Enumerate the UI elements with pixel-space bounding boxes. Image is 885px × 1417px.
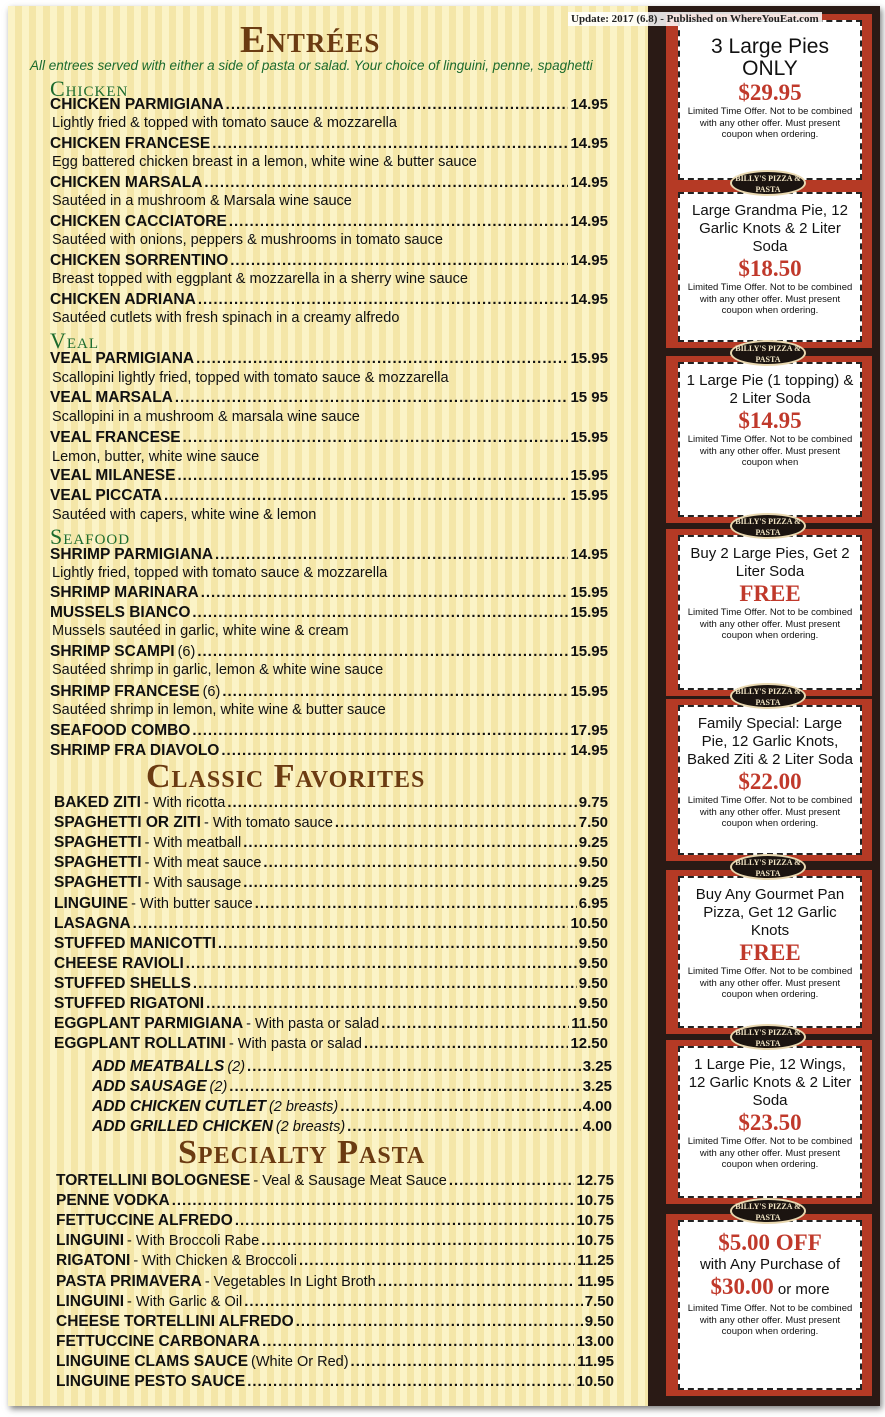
item-name: CHICKEN ADRIANA xyxy=(50,291,196,308)
coupon xyxy=(678,1220,862,1390)
item-note: - Vegetables In Light Broth xyxy=(204,1273,376,1290)
leader-dots xyxy=(192,722,568,739)
category-veal: Veal xyxy=(50,328,100,353)
item-price: 12.75 xyxy=(576,1172,614,1189)
coupon-headline: Buy Any Gourmet Pan Pizza, Get 12 Garlic Knots xyxy=(695,886,845,939)
leader-dots xyxy=(263,854,576,871)
item-note: - With meat sauce xyxy=(144,855,262,872)
item-name: SHRIMP SCAMPI xyxy=(50,643,175,660)
item-description: Breast topped with eggplant & mozzarella in a sherry wine sauce xyxy=(52,271,468,287)
item-name: SPAGHETTI xyxy=(54,834,142,852)
item-price: 9.50 xyxy=(578,854,608,872)
item-name: LINGUINE xyxy=(54,894,129,912)
leader-dots xyxy=(449,1172,575,1189)
item-description: Sautéed cutlets with fresh spinach in a creamy alfredo xyxy=(52,310,400,326)
menu-item xyxy=(50,389,608,409)
menu-panel xyxy=(8,6,648,1406)
menu-item xyxy=(56,1353,614,1373)
leader-dots xyxy=(299,1252,575,1269)
item-name: PASTA PRIMAVERA xyxy=(56,1272,202,1290)
item-name: CHEESE RAVIOLI xyxy=(54,954,184,972)
leader-dots xyxy=(378,1273,576,1290)
item-name: LASAGNA xyxy=(54,914,131,932)
item-price: 10.75 xyxy=(576,1232,614,1250)
item-description: Sautéed with capers, white wine & lemon xyxy=(52,507,317,523)
menu-item xyxy=(54,915,608,935)
item-name: LINGUINE CLAMS SAUCE xyxy=(56,1352,249,1370)
coupon xyxy=(678,705,862,855)
item-price: 14.95 xyxy=(570,546,608,563)
item-price: 15.95 xyxy=(570,683,608,700)
item-name: VEAL PARMIGIANA xyxy=(50,350,195,367)
item-price: 3.25 xyxy=(582,1078,612,1095)
billys-logo: BILLY'S PIZZA & PASTA xyxy=(730,513,806,539)
leader-dots xyxy=(222,683,568,700)
coupon-headline: 3 Large Pies ONLY xyxy=(711,35,829,80)
coupon-price-value: $30.00 xyxy=(710,1274,774,1299)
leader-dots xyxy=(229,213,569,230)
item-price: 9.25 xyxy=(578,874,608,892)
item-price: 15.95 xyxy=(570,487,608,504)
leader-dots xyxy=(196,350,568,367)
leader-dots xyxy=(255,895,577,912)
menu-item xyxy=(56,1212,614,1232)
item-name: CHEESE TORTELLINI ALFREDO xyxy=(56,1312,294,1330)
coupon xyxy=(678,20,862,180)
item-description: Lightly fried & topped with tomato sauce & mozzarella xyxy=(52,115,397,131)
item-note: - With ricotta xyxy=(143,795,226,811)
coupon xyxy=(678,362,862,517)
leader-dots xyxy=(364,1035,569,1052)
item-note: (2 breasts) xyxy=(275,1119,346,1135)
leader-dots xyxy=(186,955,577,972)
menu-item xyxy=(54,854,608,874)
menu-item xyxy=(50,584,608,604)
item-price: 15.95 xyxy=(570,467,608,484)
leader-dots xyxy=(243,874,577,891)
leader-dots xyxy=(381,1015,569,1032)
coupon-price: $23.50 xyxy=(738,1110,802,1135)
menu-item xyxy=(92,1078,612,1098)
coupon-fine-print: Limited Time Offer. Not to be combined with any other offer. Must present coupon when ordering. xyxy=(687,106,853,140)
item-description: Lemon, butter, white wine sauce xyxy=(52,449,260,465)
coupon-discount: $5.00 OFF xyxy=(718,1230,822,1255)
billys-logo: BILLY'S PIZZA & PASTA xyxy=(730,1024,806,1050)
item-name: FETTUCCINE CARBONARA xyxy=(56,1332,261,1350)
item-name: MUSSELS BIANCO xyxy=(50,604,191,621)
leader-dots xyxy=(215,546,568,563)
item-note: - Veal & Sausage Meat Sauce xyxy=(253,1173,447,1189)
item-price: 10.75 xyxy=(576,1192,614,1210)
leader-dots xyxy=(230,252,568,269)
leader-dots xyxy=(197,643,568,660)
item-price: 14.95 xyxy=(570,252,608,269)
item-note: - With Broccoli Rabe xyxy=(127,1233,260,1250)
menu-item xyxy=(54,955,608,975)
coupon-fine-print: Limited Time Offer. Not to be combined with any other offer. Must present coupon when ordering. xyxy=(687,1136,853,1170)
coupon-headline: 1 Large Pie, 12 Wings, 12 Garlic Knots & 2 Liter Soda xyxy=(688,1056,852,1109)
item-price: 11.50 xyxy=(571,1015,608,1033)
item-name: SPAGHETTI OR ZITI xyxy=(54,814,201,832)
item-price: 9.50 xyxy=(578,934,608,952)
item-note: - With tomato sauce xyxy=(203,815,333,832)
item-name: STUFFED MANICOTTI xyxy=(54,934,216,952)
item-note: - With sausage xyxy=(144,875,242,892)
item-name: VEAL FRANCESE xyxy=(50,429,181,446)
leader-dots xyxy=(247,1058,581,1075)
leader-dots xyxy=(177,467,568,484)
menu-item xyxy=(56,1192,614,1212)
item-name: BAKED ZITI xyxy=(54,794,141,811)
item-description: Egg battered chicken breast in a lemon, white wine & butter sauce xyxy=(52,154,477,170)
item-price: 15.95 xyxy=(570,584,608,601)
item-price: 14.95 xyxy=(570,213,608,230)
menu-item xyxy=(54,895,608,915)
leader-dots xyxy=(244,1293,583,1310)
leader-dots xyxy=(351,1353,576,1370)
coupon-price: $14.95 xyxy=(738,408,802,433)
leader-dots xyxy=(193,975,577,992)
item-name: SHRIMP FRANCESE xyxy=(50,683,200,700)
item-price: 11.25 xyxy=(577,1252,614,1270)
item-note: - With pasta or salad xyxy=(246,1016,380,1033)
leader-dots xyxy=(335,814,577,831)
item-price: 11.95 xyxy=(577,1272,614,1290)
coupon-headline: 1 Large Pie (1 topping) & 2 Liter Soda xyxy=(686,372,854,407)
item-price: 10.50 xyxy=(576,1373,614,1390)
menu-item xyxy=(50,96,608,116)
billys-logo: BILLY'S PIZZA & PASTA xyxy=(730,854,806,880)
coupon-headline: Large Grandma Pie, 12 Garlic Knots & 2 Liter Soda xyxy=(692,202,848,255)
menu-item xyxy=(50,487,608,507)
item-note: - With Garlic & Oil xyxy=(127,1293,243,1310)
item-name: SPAGHETTI xyxy=(54,854,142,872)
menu-item xyxy=(56,1373,614,1393)
leader-dots xyxy=(235,1212,575,1229)
leader-dots xyxy=(226,96,569,113)
item-price: 15.95 xyxy=(570,350,608,367)
item-price: 15.95 xyxy=(570,643,608,660)
leader-dots xyxy=(227,794,576,811)
item-name: PENNE VODKA xyxy=(56,1192,170,1210)
item-description: Sautéed in a mushroom & Marsala wine sauce xyxy=(52,193,352,209)
menu-item xyxy=(54,874,608,894)
item-price: 9.75 xyxy=(578,794,608,811)
item-note: - With meatball xyxy=(144,835,242,852)
menu-item xyxy=(50,291,608,311)
item-note: (2) xyxy=(209,1079,228,1095)
item-price: 14.95 xyxy=(570,96,608,113)
leader-dots xyxy=(296,1313,583,1330)
item-name: CHICKEN FRANCESE xyxy=(50,135,211,152)
item-price: 14.95 xyxy=(570,291,608,308)
item-name: STUFFED SHELLS xyxy=(54,974,191,992)
category-chicken: Chicken xyxy=(50,76,129,101)
billys-logo: BILLY'S PIZZA & PASTA xyxy=(730,340,806,366)
item-description: Sautéed with onions, peppers & mushrooms in tomato sauce xyxy=(52,232,443,248)
item-price: 9.50 xyxy=(578,974,608,992)
item-description: Mussels sautéed in garlic, white wine & cream xyxy=(52,623,349,639)
menu-item xyxy=(56,1232,614,1252)
coupon-fine-print: Limited Time Offer. Not to be combined with any other offer. Must present coupon when ordering. xyxy=(687,1303,853,1337)
coupon xyxy=(678,876,862,1028)
menu-item xyxy=(50,722,608,742)
item-price: 11.95 xyxy=(577,1352,614,1370)
item-name: FETTUCCINE ALFREDO xyxy=(56,1212,233,1230)
menu-item xyxy=(54,794,608,814)
leader-dots xyxy=(198,291,569,308)
specialty-pasta-title: Specialty Pasta xyxy=(178,1134,426,1171)
menu-item xyxy=(92,1058,612,1078)
coupon-price xyxy=(680,1274,860,1303)
billys-logo: BILLY'S PIZZA & PASTA xyxy=(730,170,806,196)
coupon xyxy=(678,535,862,690)
leader-dots xyxy=(221,742,568,759)
billys-logo: BILLY'S PIZZA & PASTA xyxy=(730,683,806,709)
leader-dots xyxy=(204,174,568,191)
item-name: VEAL MILANESE xyxy=(50,467,176,484)
menu-item xyxy=(54,975,608,995)
entrees-title: Entrées xyxy=(240,19,381,61)
item-note: - With butter sauce xyxy=(131,895,253,912)
item-note: (6) xyxy=(202,684,221,700)
leader-dots xyxy=(206,995,577,1012)
item-price: 10.75 xyxy=(576,1212,614,1230)
item-description: Scallopini lightly fried, topped with tomato sauce & mozzarella xyxy=(52,370,449,386)
item-price: 15.95 xyxy=(570,604,608,621)
menu-item xyxy=(92,1098,612,1118)
coupon-price: FREE xyxy=(739,581,801,606)
item-name: SHRIMP MARINARA xyxy=(50,584,199,601)
coupon xyxy=(678,192,862,342)
item-name: VEAL PICCATA xyxy=(50,487,162,504)
item-price: 14.95 xyxy=(570,174,608,191)
item-description: Sautéed shrimp in garlic, lemon & white wine sauce xyxy=(52,662,384,678)
update-note: Update: 2017 (6.8) - Published on WhereYouEat.com xyxy=(568,12,822,26)
coupon-headline: Family Special: Large Pie, 12 Garlic Knots, Baked Ziti & 2 Liter Soda xyxy=(687,715,853,768)
item-note: - With pasta or salad xyxy=(228,1036,362,1053)
item-price: 15.95 xyxy=(570,429,608,446)
item-price: 7.50 xyxy=(584,1292,614,1310)
item-price: 9.25 xyxy=(578,834,608,852)
menu-item xyxy=(50,213,608,233)
menu-item xyxy=(56,1172,614,1192)
menu-item xyxy=(54,995,608,1015)
leader-dots xyxy=(201,584,569,601)
item-name: SEAFOOD COMBO xyxy=(50,722,191,739)
leader-dots xyxy=(212,135,568,152)
item-description: Scallopini in a mushroom & marsala wine sauce xyxy=(52,409,360,425)
leader-dots xyxy=(247,1373,574,1390)
menu-item xyxy=(54,834,608,854)
item-price: 9.50 xyxy=(578,954,608,972)
item-price: 4.00 xyxy=(582,1118,612,1135)
menu-item xyxy=(56,1293,614,1313)
menu-item xyxy=(50,174,608,194)
coupon-fine-print: Limited Time Offer. Not to be combined with any other offer. Must present coupon when ordering. xyxy=(687,607,853,641)
menu-item xyxy=(50,643,608,663)
menu-item xyxy=(56,1333,614,1353)
leader-dots xyxy=(218,935,577,952)
item-price: 4.00 xyxy=(582,1098,612,1115)
leader-dots xyxy=(133,915,569,932)
leader-dots xyxy=(175,389,569,406)
item-name: CHICKEN MARSALA xyxy=(50,174,203,191)
item-price: 9.50 xyxy=(584,1312,614,1330)
menu-item xyxy=(54,935,608,955)
coupon-price: $18.50 xyxy=(738,256,802,281)
coupon-fine-print: Limited Time Offer. Not to be combined with any other offer. Must present coupon when ordering. xyxy=(687,966,853,1000)
item-name: SHRIMP FRA DIAVOLO xyxy=(50,742,220,759)
item-name: LINGUINI xyxy=(56,1292,125,1310)
menu-item xyxy=(50,683,608,703)
leader-dots xyxy=(340,1098,581,1115)
coupon-price: $29.95 xyxy=(738,80,802,105)
leader-dots xyxy=(347,1118,581,1135)
menu-item xyxy=(50,350,608,370)
item-name: SPAGHETTI xyxy=(54,874,142,892)
item-price: 14.95 xyxy=(570,135,608,152)
leader-dots xyxy=(192,604,568,621)
item-name: EGGPLANT PARMIGIANA xyxy=(54,1015,244,1033)
item-name: CHICKEN SORRENTINO xyxy=(50,252,229,269)
menu-item xyxy=(56,1313,614,1333)
coupon-fine-print: Limited Time Offer. Not to be combined with any other offer. Must present coupon when ordering. xyxy=(687,282,853,316)
item-price: 10.50 xyxy=(570,914,608,932)
coupon-headline: with Any Purchase of xyxy=(699,1256,841,1273)
leader-dots xyxy=(183,429,569,446)
item-name: CHICKEN PARMIGIANA xyxy=(50,96,224,113)
item-name: ADD SAUSAGE xyxy=(92,1078,207,1095)
menu-item xyxy=(56,1273,614,1293)
coupon-headline: Buy 2 Large Pies, Get 2 Liter Soda xyxy=(690,545,850,580)
coupon-price-suffix: or more xyxy=(773,1281,830,1298)
item-name: ADD GRILLED CHICKEN xyxy=(92,1118,273,1135)
item-price: 3.25 xyxy=(582,1058,612,1075)
coupon-price: $22.00 xyxy=(738,769,802,794)
item-price: 7.50 xyxy=(578,814,608,832)
item-note: - With Chicken & Broccoli xyxy=(133,1253,297,1270)
item-name: EGGPLANT ROLLATINI xyxy=(54,1035,226,1053)
item-description: Lightly fried, topped with tomato sauce & mozzarella xyxy=(52,565,388,581)
coupon-fine-print: Limited Time Offer. Not to be combined with any other offer. Must present coupon when ordering. xyxy=(687,795,853,829)
entrees-subtitle: All entrees served with either a side of pasta or salad. Your choice of linguini, penne, spaghetti xyxy=(30,58,593,73)
item-name: VEAL MARSALA xyxy=(50,389,173,406)
menu-item xyxy=(54,1015,608,1035)
classic-favorites-title: Classic Favorites xyxy=(146,758,426,795)
item-price: 12.50 xyxy=(570,1035,608,1053)
item-description: Sautéed shrimp in lemon, white wine & butter sauce xyxy=(52,702,386,718)
item-price: 17.95 xyxy=(570,722,608,739)
item-name: CHICKEN CACCIATORE xyxy=(50,213,227,230)
item-note: (2) xyxy=(227,1059,246,1075)
menu-item xyxy=(50,252,608,272)
item-note: (6) xyxy=(177,644,196,660)
item-price: 15 95 xyxy=(570,389,608,406)
item-name: RIGATONI xyxy=(56,1252,131,1270)
menu-item xyxy=(50,604,608,624)
item-price: 6.95 xyxy=(578,894,608,912)
item-name: LINGUINI xyxy=(56,1232,125,1250)
menu-item xyxy=(50,546,608,566)
item-name: LINGUINE PESTO SAUCE xyxy=(56,1373,246,1390)
item-note: (White Or Red) xyxy=(251,1353,349,1370)
menu-item xyxy=(54,814,608,834)
coupon-price: FREE xyxy=(739,940,801,965)
coupon-fine-print: Limited Time Offer. Not to be combined with any other offer. Must present coupon when xyxy=(687,434,853,468)
billys-logo: BILLY'S PIZZA & PASTA xyxy=(730,1198,806,1224)
leader-dots xyxy=(261,1232,574,1249)
item-price: 13.00 xyxy=(576,1332,614,1350)
item-price: 14.95 xyxy=(570,742,608,759)
leader-dots xyxy=(164,487,569,504)
item-name: ADD MEATBALLS xyxy=(92,1058,225,1075)
menu-item xyxy=(50,429,608,449)
leader-dots xyxy=(262,1333,574,1350)
leader-dots xyxy=(229,1078,581,1095)
leader-dots xyxy=(243,834,577,851)
menu-item xyxy=(50,135,608,155)
menu-item xyxy=(54,1035,608,1055)
menu-item xyxy=(56,1252,614,1272)
item-name: STUFFED RIGATONI xyxy=(54,995,205,1012)
item-name: SHRIMP PARMIGIANA xyxy=(50,546,214,563)
item-price: 9.50 xyxy=(578,995,608,1012)
item-name: TORTELLINI BOLOGNESE xyxy=(56,1172,251,1189)
category-seafood: Seafood xyxy=(50,524,131,549)
item-note: (2 breasts) xyxy=(268,1099,339,1115)
item-name: ADD CHICKEN CUTLET xyxy=(92,1098,266,1115)
menu-item xyxy=(50,467,608,487)
leader-dots xyxy=(172,1192,575,1209)
coupon xyxy=(678,1046,862,1198)
